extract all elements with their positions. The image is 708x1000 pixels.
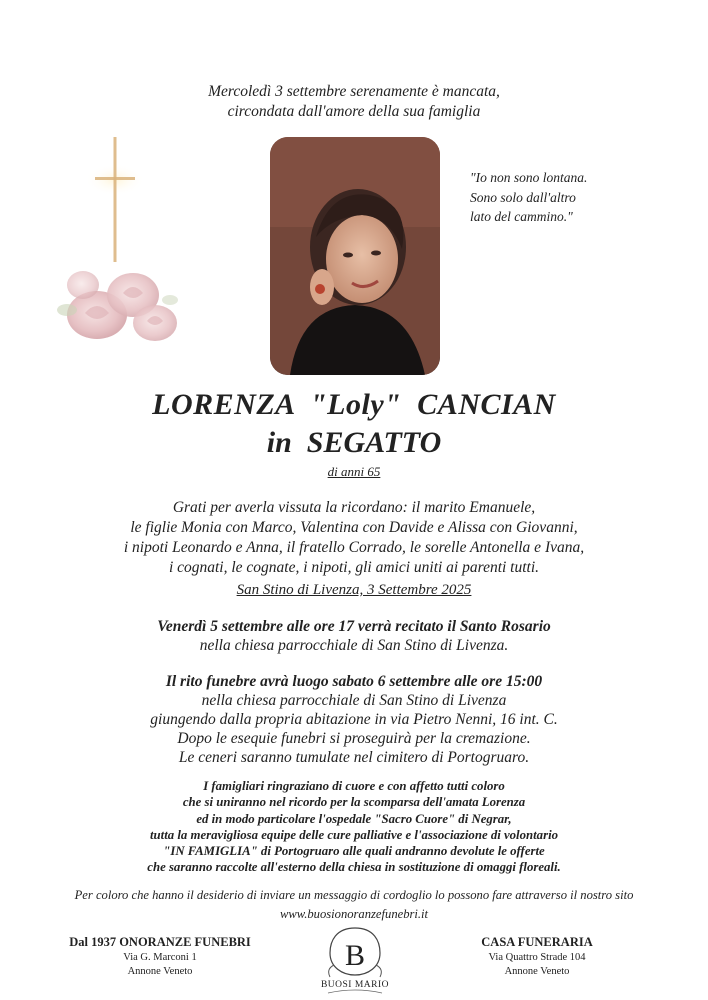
- thanks-line-3: ed in modo particolare l'ospedale "Sacro Cuore" di Negrar,: [196, 811, 512, 826]
- thanks-line-1: I famigliari ringraziano di cuore e con affetto tutti coloro: [203, 779, 505, 793]
- family-line-3: i nipoti Leonardo e Anna, il fratello Corrado, le sorelle Antonella e Ivana,: [123, 539, 585, 556]
- family-text: [0, 498, 708, 578]
- thanks-line-5: "IN FAMIGLIA" di Portogruaro alle quali andranno devolute le offerte: [163, 844, 545, 859]
- funeral-line-1: Il rito funebre avrà luogo sabato 6 settembre alle ore 15:00: [165, 673, 543, 690]
- place-date-text: San Stino di Livenza, 3 Settembre 2025: [236, 582, 472, 598]
- intro-text: [0, 82, 708, 122]
- buosi-logo-icon: [314, 925, 396, 997]
- quote-line-3: lato del cammino.": [470, 209, 573, 224]
- portrait-photo: [270, 137, 440, 375]
- funeral-line-5: Le ceneri saranno tumulate nel cimitero di Portogruaro.: [178, 749, 530, 766]
- funeral-line-3: giungendo dalla propria abitazione in via Pietro Nenni, 16 int. C.: [150, 711, 558, 728]
- married-name: in SEGATTO: [266, 426, 442, 459]
- footer-right: [442, 933, 632, 979]
- footer-right-title: CASA FUNERARIA: [481, 935, 593, 949]
- thanks-line-6: che saranno raccolte all'esterno della chiesa in sostituzione di omaggi floreali.: [147, 860, 561, 875]
- footer-left: [60, 933, 260, 979]
- footer-left-city: Annone Veneto: [127, 966, 193, 977]
- funeral-line-4: Dopo le esequie funebri si proseguirà per la cremazione.: [177, 730, 531, 747]
- condolences-line: Per coloro che hanno il desiderio di inviare un messaggio di cordoglio lo possono fare attraverso il nostro sito: [74, 888, 634, 902]
- quote-line-1: "Io non sono lontana.: [470, 170, 588, 185]
- place-date: [0, 582, 708, 599]
- portrait-icon: [270, 137, 440, 375]
- age: [0, 464, 708, 480]
- funeral-line-2: nella chiesa parrocchiale di San Stino di Livenza: [201, 692, 507, 709]
- footer-left-title: Dal 1937 ONORANZE FUNEBRI: [69, 935, 251, 949]
- quote: [470, 168, 670, 227]
- age-text: di anni 65: [327, 464, 381, 479]
- intro-line-2: circondata dall'amore della sua famiglia: [227, 103, 481, 120]
- logo-text: BUOSI MARIO: [320, 980, 390, 990]
- thanks-line-4: tutta la meravigliosa equipe delle cure palliative e l'associazione di volontario: [149, 827, 559, 842]
- quote-line-2: Sono solo dall'altro: [470, 189, 576, 205]
- logo-letter: B: [344, 939, 366, 972]
- family-line-4: i cognati, le cognate, i nipoti, gli amici uniti ai parenti tutti.: [168, 559, 540, 576]
- thanks-line-2: che si uniranno nel ricordo per la scomparsa dell'amata Lorenza: [182, 795, 526, 810]
- roses-icon: [57, 271, 178, 341]
- footer-left-address: Via G. Marconi 1: [123, 952, 197, 963]
- family-line-1: Grati per averla vissuta la ricordano: il marito Emanuele,: [172, 499, 536, 516]
- family-line-2: le figlie Monia con Marco, Valentina con Davide e Alissa con Giovanni,: [130, 519, 578, 536]
- cross-roses-decoration: [55, 135, 180, 350]
- website-link[interactable]: www.buosionoranzefunebri.it: [279, 907, 429, 921]
- intro-line-1: Mercoledì 3 settembre serenamente è mancata,: [208, 83, 500, 100]
- rosary-line-1: Venerdì 5 settembre alle ore 17 verrà recitato il Santo Rosario: [157, 618, 551, 635]
- funeral-info: [0, 672, 708, 767]
- rosary-line-2: nella chiesa parrocchiale di San Stino di Livenza.: [199, 637, 509, 654]
- rosary-info: [0, 617, 708, 655]
- footer-right-address: Via Quattro Strade 104: [488, 952, 586, 963]
- thanks-text: [0, 778, 708, 876]
- cross-icon: [85, 137, 145, 262]
- condolences-text: [0, 886, 708, 924]
- footer-right-city: Annone Veneto: [504, 966, 570, 977]
- deceased-name: LORENZA "Loly" CANCIAN: [152, 388, 556, 421]
